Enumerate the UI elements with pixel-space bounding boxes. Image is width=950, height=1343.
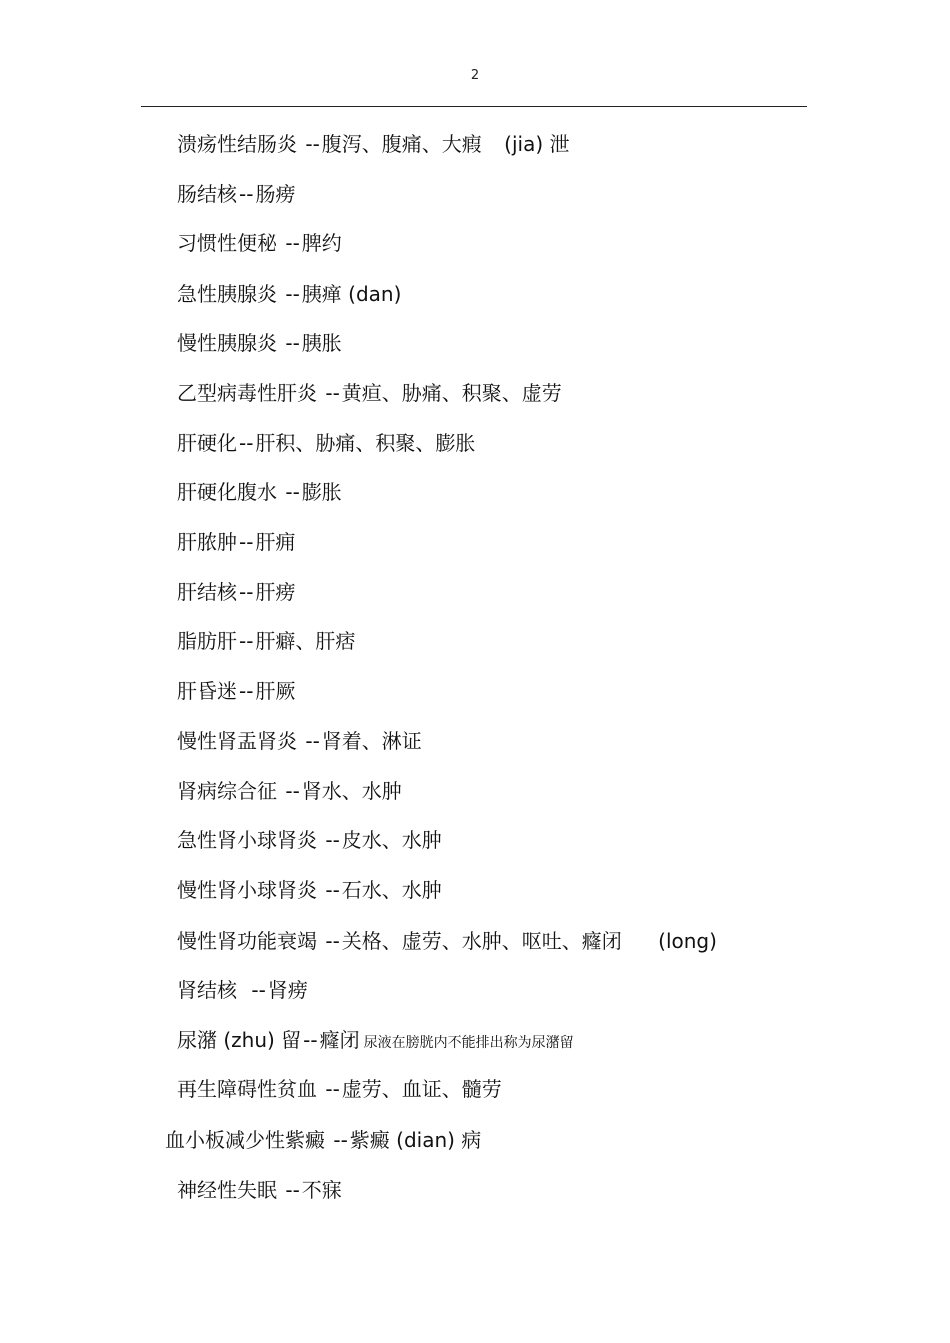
header-rule [141, 106, 807, 107]
entry-separator: -- [325, 381, 340, 405]
entry-description: 肾着、淋证 [321, 729, 422, 753]
entry-separator: -- [325, 1077, 340, 1101]
entry-intestinal-tuberculosis [177, 178, 295, 210]
entry-term: 肠结核 [177, 182, 237, 206]
entry-term: 急性肾小球肾炎 [177, 828, 317, 852]
entry-neurogenic-insomnia [177, 1174, 342, 1206]
entry-nephrotic-syndrome [177, 775, 402, 807]
entry-separator: -- [239, 182, 254, 206]
entry-term: 肝硬化腹水 [177, 480, 277, 504]
entry-term: 肝硬化 [177, 431, 237, 455]
entry-hepatic-coma [177, 675, 295, 707]
entry-term: 习惯性便秘 [177, 231, 277, 255]
entry-separator: -- [285, 480, 300, 504]
entry-liver-abscess [177, 526, 295, 558]
entry-urinary-retention [177, 1024, 574, 1056]
entry-chronic-pyelonephritis [177, 725, 422, 757]
entry-term: 肝脓肿 [177, 530, 237, 554]
entry-separator: -- [285, 1178, 300, 1202]
entry-separator: -- [239, 629, 254, 653]
entry-separator: -- [239, 580, 254, 604]
entry-separator: -- [325, 828, 340, 852]
entry-description: 关格、虚劳、水肿、呕吐、癃闭 [341, 929, 622, 953]
entry-separator: -- [285, 231, 300, 255]
entry-term: 慢性肾功能衰竭 [177, 929, 317, 953]
entry-term: 肾结核 [177, 978, 237, 1002]
entry-term: 溃疡性结肠炎 [177, 132, 297, 156]
entry-separator: -- [239, 679, 254, 703]
entry-term: 肝结核 [177, 580, 237, 604]
entry-description: 黄疸、胁痛、积聚、虚劳 [341, 381, 562, 405]
entry-chronic-renal-failure [177, 925, 717, 957]
entry-description: 癃闭 [319, 1028, 360, 1052]
entry-term: 乙型病毒性肝炎 [177, 381, 317, 405]
entry-description: 肠痨 [255, 182, 296, 206]
entry-description: 膨胀 [301, 480, 342, 504]
entry-term: 尿潴 (zhu) 留 [177, 1028, 302, 1052]
entry-note: 尿液在膀胱内不能排出称为尿潴留 [363, 1035, 574, 1051]
entry-separator: -- [325, 929, 340, 953]
entry-separator: -- [239, 530, 254, 554]
entry-chronic-glomerulonephritis [177, 874, 442, 906]
entry-separator: -- [325, 878, 340, 902]
entry-liver-tuberculosis [177, 576, 295, 608]
entry-term: 慢性肾小球肾炎 [177, 878, 317, 902]
entry-renal-tuberculosis [177, 974, 308, 1006]
entry-aplastic-anemia [177, 1073, 502, 1105]
entry-term: 再生障碍性贫血 [177, 1077, 317, 1101]
entry-description: 肝痨 [255, 580, 296, 604]
entry-separator: -- [251, 978, 266, 1002]
entry-habitual-constipation [177, 227, 342, 259]
entry-description: 虚劳、血证、髓劳 [341, 1077, 502, 1101]
entry-term: 神经性失眠 [177, 1178, 277, 1202]
entry-separator: -- [333, 1128, 348, 1152]
entry-hepatitis-b [177, 377, 562, 409]
entry-extra: (long) [658, 929, 717, 953]
entry-separator: -- [285, 282, 300, 306]
entry-term: 肝昏迷 [177, 679, 237, 703]
entry-term: 急性胰腺炎 [177, 282, 277, 306]
entry-separator: -- [305, 132, 320, 156]
entry-term: 血小板减少性紫癜 [165, 1128, 325, 1152]
entry-acute-glomerulonephritis [177, 824, 442, 856]
entry-description: 肾痨 [267, 978, 308, 1002]
entry-description: 腹泻、腹痛、大瘕 [321, 132, 482, 156]
entry-description: 紫癜 (dian) 病 [349, 1128, 482, 1152]
entry-fatty-liver [177, 625, 355, 657]
entry-separator: -- [305, 729, 320, 753]
entry-acute-pancreatitis [177, 278, 401, 310]
entry-separator: -- [239, 431, 254, 455]
entry-description: 胰胀 [301, 331, 342, 355]
entry-term: 慢性胰腺炎 [177, 331, 277, 355]
entry-description: 肝积、胁痛、积聚、膨胀 [255, 431, 476, 455]
entry-extra: (jia) 泄 [504, 132, 570, 156]
entry-separator: -- [303, 1028, 318, 1052]
page-number: 2 [470, 68, 480, 83]
entry-description: 皮水、水肿 [341, 828, 442, 852]
entry-description: 肝癖、肝痞 [255, 629, 356, 653]
entry-description: 石水、水肿 [341, 878, 442, 902]
entry-description: 脾约 [301, 231, 342, 255]
entry-description: 肝厥 [255, 679, 296, 703]
entry-ulcerative-colitis [177, 128, 570, 160]
entry-description: 不寐 [301, 1178, 342, 1202]
entry-separator: -- [285, 331, 300, 355]
entry-description: 胰瘅 (dan) [301, 282, 402, 306]
entry-separator: -- [285, 779, 300, 803]
entry-cirrhotic-ascites [177, 476, 342, 508]
entry-chronic-pancreatitis [177, 327, 342, 359]
entry-term: 慢性肾盂肾炎 [177, 729, 297, 753]
entry-cirrhosis [177, 427, 475, 459]
entry-term: 脂肪肝 [177, 629, 237, 653]
entry-description: 肝痈 [255, 530, 296, 554]
entry-thrombocytopenic-purpura [165, 1124, 481, 1156]
entry-term: 肾病综合征 [177, 779, 277, 803]
entry-description: 肾水、水肿 [301, 779, 402, 803]
